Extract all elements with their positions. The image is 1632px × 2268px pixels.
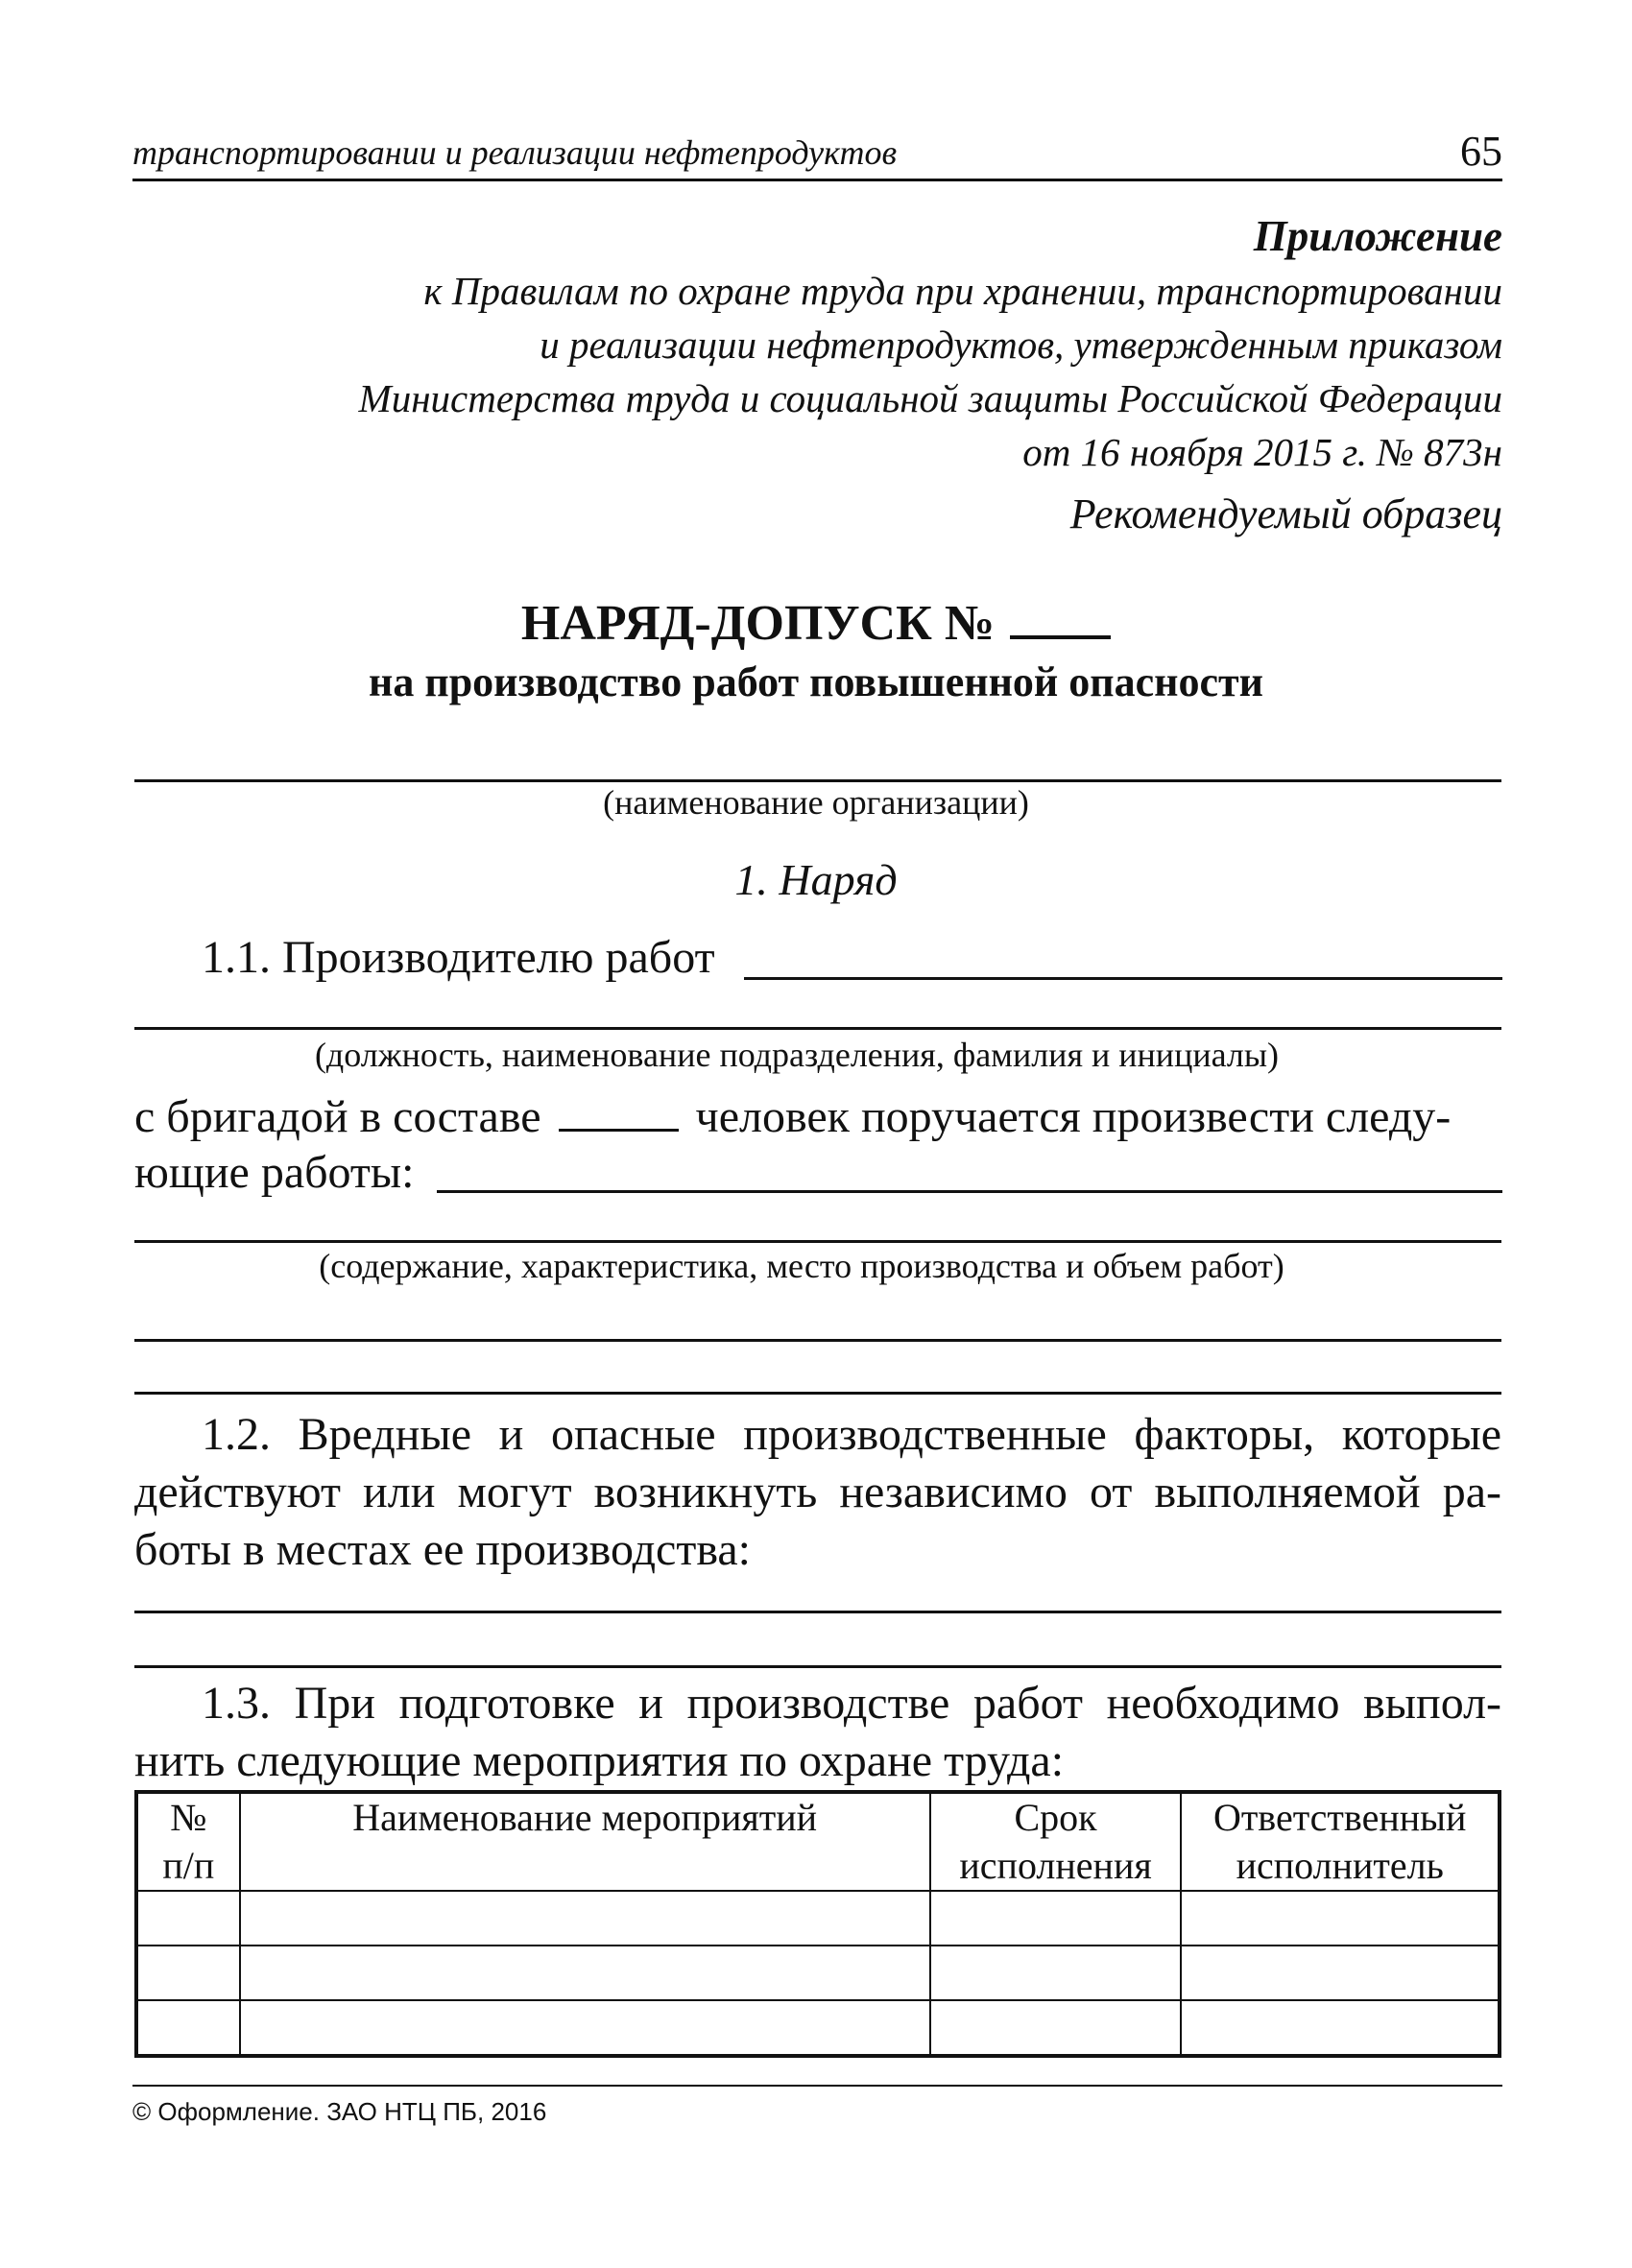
col-deadline-header: Срок исполнения — [930, 1792, 1182, 1891]
appendix-line: Министерства труда и социальной защиты Российской Федерации — [358, 376, 1502, 420]
work-leader-field-line2[interactable] — [134, 1027, 1501, 1030]
col-responsible-header: Ответственный исполнитель — [1181, 1792, 1500, 1891]
appendix-reference — [359, 264, 1502, 479]
table-cell[interactable] — [240, 1891, 930, 1946]
sample-label: Рекомендуемый образец — [1069, 490, 1502, 537]
work-leader-field[interactable] — [744, 977, 1502, 980]
document-subtitle: на производство работ повышенной опасности — [368, 658, 1263, 705]
measures-line: 1.3. При подготовке и производстве работ необходимо выпол- — [202, 1678, 1501, 1729]
col-number-header: № п/п — [136, 1792, 240, 1891]
hazards-paragraph — [134, 1406, 1501, 1579]
hazards-line: действуют или могут возникнуть независимо от выполняемой ра- — [134, 1467, 1501, 1517]
table-cell[interactable] — [1181, 1946, 1500, 2000]
page-number: 65 — [1460, 128, 1502, 175]
measures-line: нить следующие мероприятия по охране труда: — [134, 1735, 1065, 1786]
table-cell[interactable] — [240, 2000, 930, 2056]
appendix-line: от 16 ноября 2015 г. № 873н — [1022, 430, 1502, 474]
document-title — [0, 593, 1632, 652]
works-field-line2[interactable] — [134, 1240, 1501, 1243]
copyright: © Оформление. ЗАО НТЦ ПБ, 2016 — [132, 2097, 547, 2126]
appendix-title: Приложение — [1253, 212, 1502, 260]
works-field[interactable] — [437, 1190, 1502, 1193]
table-cell[interactable] — [136, 1891, 240, 1946]
table-row — [136, 1891, 1500, 1946]
crew-line — [134, 1086, 1451, 1146]
organization-caption: (наименование организации) — [603, 783, 1029, 822]
crew-size-blank[interactable] — [559, 1086, 679, 1132]
hazards-line: боты в местах ее производства: — [134, 1524, 751, 1575]
footer-rule — [132, 2085, 1502, 2087]
works-field-line4[interactable] — [134, 1392, 1501, 1395]
table-cell[interactable] — [930, 1946, 1182, 2000]
running-title: транспортировании и реализации нефтепродуктов — [132, 133, 898, 172]
hazards-line: 1.2. Вредные и опасные производственные факторы, которые — [202, 1409, 1501, 1460]
table-cell[interactable] — [1181, 2000, 1500, 2056]
works-caption: (содержание, характеристика, место производства и объем работ) — [319, 1247, 1284, 1285]
measures-table — [134, 1790, 1501, 2058]
appendix-line: к Правилам по охране труда при хранении, транспортировании — [423, 269, 1502, 313]
appendix-line: и реализации нефтепродуктов, утвержденным приказом — [540, 322, 1502, 367]
table-header-row — [136, 1792, 1500, 1891]
table-cell[interactable] — [930, 2000, 1182, 2056]
table-cell[interactable] — [136, 2000, 240, 2056]
table-cell[interactable] — [1181, 1891, 1500, 1946]
header-rule — [132, 179, 1502, 181]
col-measure-header: Наименование мероприятий — [240, 1792, 930, 1891]
table-row — [136, 2000, 1500, 2056]
document-title-text: НАРЯД-ДОПУСК № — [520, 596, 996, 651]
permit-number-blank[interactable] — [1010, 593, 1111, 639]
table-cell[interactable] — [136, 1946, 240, 2000]
work-leader-caption: (должность, наименование подразделения, фамилия и инициалы) — [314, 1036, 1280, 1074]
works-field-line3[interactable] — [134, 1339, 1501, 1342]
section-heading: 1. Наряд — [734, 855, 898, 904]
table-row — [136, 1946, 1500, 2000]
hazards-field[interactable] — [134, 1611, 1501, 1613]
crew-suffix: человек поручается произвести следу- — [695, 1091, 1452, 1142]
works-label: ющие работы: — [134, 1147, 415, 1198]
table-cell[interactable] — [240, 1946, 930, 2000]
table-cell[interactable] — [930, 1891, 1182, 1946]
work-leader-label: 1.1. Производителю работ — [202, 932, 715, 983]
crew-prefix: с бригадой в составе — [134, 1091, 541, 1142]
measures-paragraph — [134, 1675, 1501, 1790]
hazards-field-line2[interactable] — [134, 1665, 1501, 1668]
